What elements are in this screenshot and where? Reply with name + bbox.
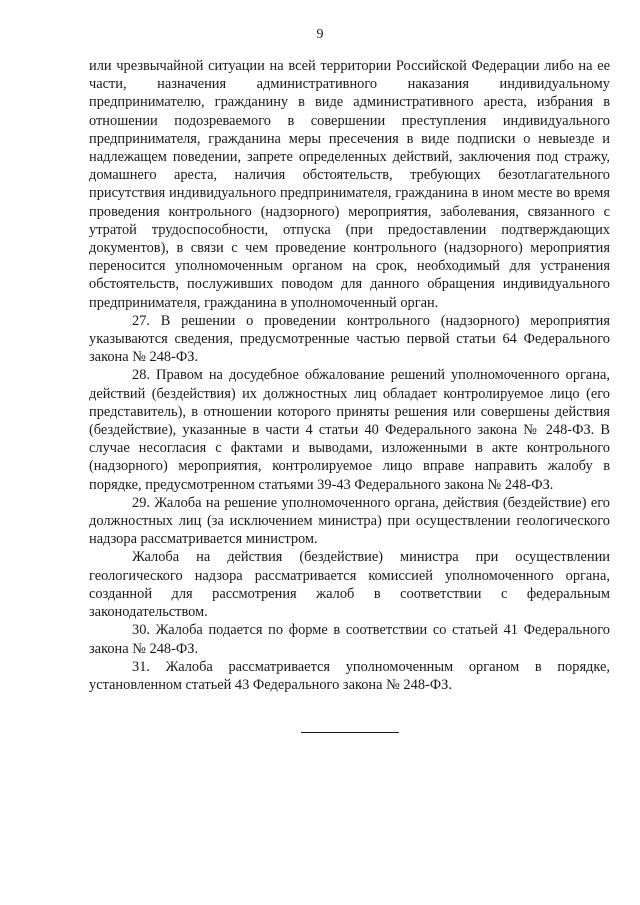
document-body bbox=[89, 57, 610, 694]
paragraph-item-30: 30. Жалоба подается по форме в соответствии со статьей 41 Федерального закона № 248-ФЗ. bbox=[89, 622, 610, 657]
paragraph-item-29: 29. Жалоба на решение уполномоченного органа, действия (бездействие) его должностных лиц (за исключением министра) при осуществлении геологического надзора рассматривается министром. bbox=[89, 494, 610, 548]
paragraph-continuation: или чрезвычайной ситуации на всей территории Российской Федерации либо на ее части, назначения административного наказания индивидуальному предпринимателю, гражданину в виде административного ареста, избрания в отношении подозреваемого в совершении преступления индивидуального предпринимателя, гражданина меры пресечения в виде подписки о невыезде и надлежащем поведении, запрете определенных действий, заключения под стражу, домашнего ареста, наличия обстоятельств, требующих безотлагательного присутствия индивидуального предпринимателя, гражданина в ином месте во время проведения контрольного (надзорного) мероприятия, заболевания, связанного с утратой трудоспособности, отпуска (при предоставлении подтверждающих документов), в связи с чем проведение контрольного (надзорного) мероприятия переносится уполномоченным органом на срок, необходимый для устранения обстоятельств, послуживших поводом для данного обращения индивидуального предпринимателя, гражданина в уполномоченный орган. bbox=[89, 58, 610, 311]
end-separator-line bbox=[301, 732, 399, 733]
paragraph-item-27: 27. В решении о проведении контрольного (надзорного) мероприятия указываются сведения, предусмотренные частью первой статьи 64 Федерального закона № 248-ФЗ. bbox=[89, 312, 610, 366]
paragraph-item-28: 28. Правом на досудебное обжалование решений уполномоченного органа, действий (бездействия) их должностных лиц обладает контролируемое лицо (его представитель), в отношении которого приняты решения или совершены действия (бездействие), указанные в части 4 статьи 40 Федерального закона № 248-ФЗ. В случае несогласия с фактами и выводами, изложенными в акте контрольного (надзорного) мероприятия, контролируемое лицо вправе направить жалобу в порядке, предусмотренном статьями 39-43 Федерального закона № 248-ФЗ. bbox=[89, 367, 610, 493]
paragraph-item-29-second: Жалоба на действия (бездействие) министра при осуществлении геологического надзора рассматривается комиссией уполномоченного органа, созданной для рассмотрения жалоб в соответствии с федеральным законодательством. bbox=[89, 549, 610, 621]
page-number: 9 bbox=[316, 27, 324, 42]
paragraph-item-31: 31. Жалоба рассматривается уполномоченным органом в порядке, установленном статьей 43 Федерального закона № 248-ФЗ. bbox=[89, 658, 610, 693]
